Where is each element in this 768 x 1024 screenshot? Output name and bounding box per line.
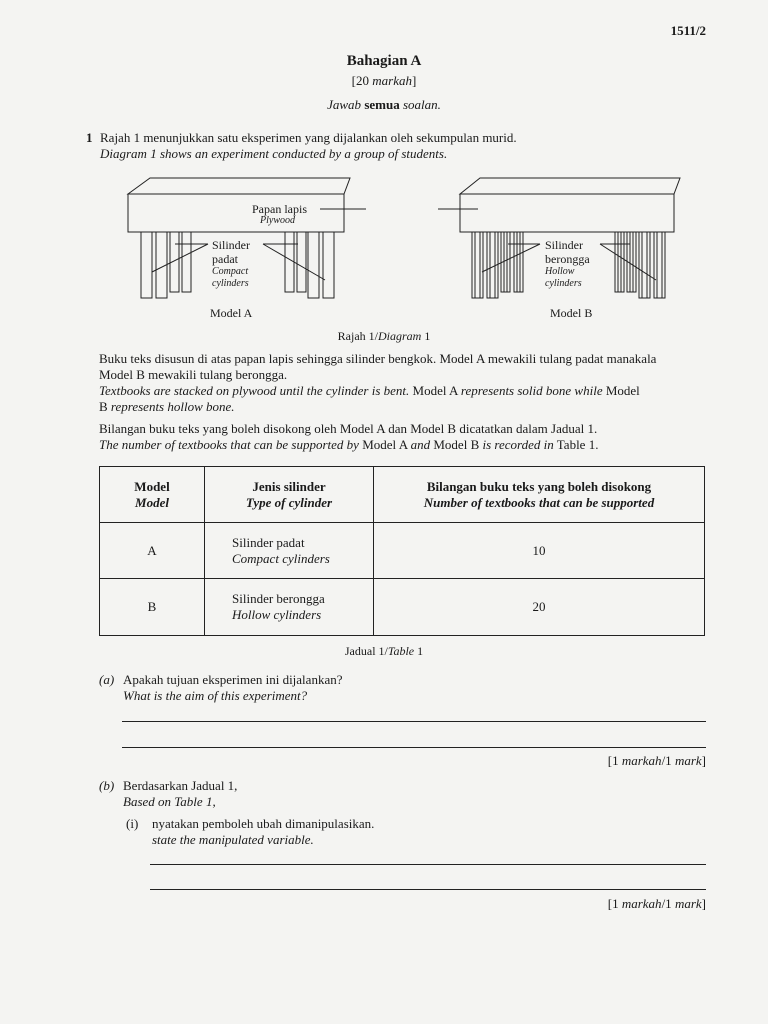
section-title: Bahagian A: [346, 53, 422, 69]
table-caption: Jadual 1/Table 1: [344, 644, 424, 658]
header-type: Jenis silinder Type of cylinder: [205, 467, 374, 523]
cell-count: 20: [374, 579, 705, 636]
part-b-label: (b): [99, 778, 115, 793]
model-b-label-en-2: cylinders: [545, 278, 582, 289]
para1-en-line2: B represents hollow bone.: [99, 399, 235, 414]
part-a-ms: Apakah tujuan eksperimen ini dijalankan?: [123, 672, 343, 687]
diagram-caption: Rajah 1/Diagram 1: [337, 329, 431, 343]
part-b-i-answer-line[interactable]: [150, 889, 706, 890]
table-row: [100, 523, 705, 579]
part-b-ms: Berdasarkan Jadual 1,: [123, 778, 238, 793]
model-b-caption: Model B: [550, 306, 593, 320]
model-a-caption: Model A: [210, 306, 253, 320]
question-intro-en: Diagram 1 shows an experiment conducted by a group of students.: [100, 146, 448, 161]
para1-ms-line1: Buku teks disusun di atas papan lapis sehingga silinder bengkok. Model A mewakili tulang padat manakala: [99, 351, 657, 366]
question-intro-ms: Rajah 1 menunjukkan satu eksperimen yang dijalankan oleh sekumpulan murid.: [100, 130, 517, 145]
part-b-en: Based on Table 1,: [123, 794, 216, 809]
header-model: Model Model: [100, 467, 205, 523]
model-b-label-en-1: Hollow: [545, 266, 575, 277]
cell-model: B: [100, 579, 205, 636]
part-a-answer-line[interactable]: [122, 721, 706, 722]
data-table: [99, 466, 705, 636]
section-marks: [20 markah]: [351, 73, 417, 88]
part-a-answer-line[interactable]: [122, 747, 706, 748]
part-b-i-label: (i): [126, 816, 139, 831]
question-number: 1: [86, 130, 93, 145]
cell-count: 10: [374, 523, 705, 579]
model-b-label-ms-1: Silinder: [545, 238, 583, 252]
table-header-row: [100, 467, 705, 523]
cell-model: A: [100, 523, 205, 579]
instruction: Jawab semua soalan.: [327, 97, 441, 112]
header-count: Bilangan buku teks yang boleh disokong Number of textbooks that can be supported: [374, 467, 705, 523]
part-a-en: What is the aim of this experiment?: [123, 688, 308, 703]
model-b-plywood: [460, 178, 680, 232]
page-code: 1511/2: [670, 23, 706, 38]
para2-en: The number of textbooks that can be supported by Model A and Model B is recorded in Table 1.: [99, 437, 599, 452]
para2-ms: Bilangan buku teks yang boleh disokong oleh Model A dan Model B dicatatkan dalam Jadual 1.: [99, 421, 598, 436]
plywood-label-ms: Papan lapis: [252, 202, 307, 216]
experiment-diagram: [120, 172, 690, 320]
part-a-marks: [1 markah/1 mark]: [607, 753, 706, 768]
cell-type: Silinder berongga Hollow cylinders: [205, 579, 374, 636]
para1-ms-line2: Model B mewakili tulang berongga.: [99, 367, 288, 382]
part-b-i-marks: [1 markah/1 mark]: [607, 896, 706, 911]
cell-type: Silinder padat Compact cylinders: [205, 523, 374, 579]
model-b-label-ms-2: berongga: [545, 252, 590, 266]
model-a-label-ms-2: padat: [212, 252, 238, 266]
part-b-i-answer-line[interactable]: [150, 864, 706, 865]
model-a-plywood: [128, 178, 350, 232]
part-a-label: (a): [99, 672, 115, 687]
plywood-label-en: Plywood: [260, 215, 295, 226]
para1-en-line1: Textbooks are stacked on plywood until the cylinder is bent. Model A represents solid bone while Model: [99, 383, 640, 398]
model-a-label-ms-1: Silinder: [212, 238, 250, 252]
model-a-label-en-2: cylinders: [212, 278, 249, 289]
part-b-i-ms: nyatakan pemboleh ubah dimanipulasikan.: [152, 816, 375, 831]
part-b-i-en: state the manipulated variable.: [152, 832, 314, 847]
table-row: [100, 579, 705, 636]
model-a-label-en-1: Compact: [212, 266, 249, 277]
